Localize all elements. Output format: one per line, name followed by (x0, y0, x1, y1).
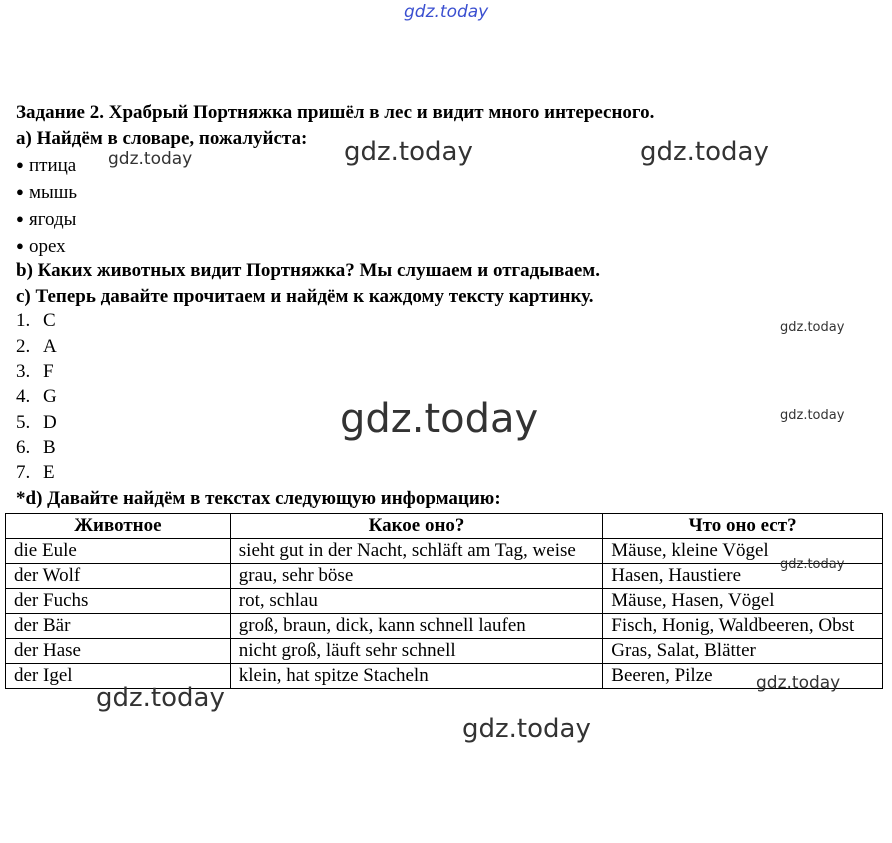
watermark: gdz.today (780, 557, 845, 572)
answer-item (16, 337, 57, 357)
watermark: gdz.today (108, 149, 193, 169)
watermark: gdz.today (756, 673, 841, 693)
answer-item (16, 463, 55, 483)
answer-item (16, 413, 57, 433)
watermark: gdz.today (96, 683, 225, 713)
list-item (16, 236, 66, 257)
table-row (6, 539, 883, 564)
answer-item (16, 438, 56, 458)
list-item-text: ягоды (29, 209, 77, 230)
answer-letter: E (43, 462, 55, 483)
cell-description: rot, schlau (230, 589, 603, 614)
cell-description: grau, sehr böse (230, 564, 603, 589)
cell-description: klein, hat spitze Stacheln (230, 664, 603, 689)
answer-item (16, 387, 57, 407)
table-row (6, 639, 883, 664)
answer-number: 3. (16, 361, 31, 382)
part-d-heading: *d) Давайте найдём в текстах следующую информацию: (16, 488, 501, 509)
answer-letter: G (43, 386, 57, 407)
table-header-row (6, 514, 883, 539)
answer-letter: B (43, 437, 56, 458)
list-item (16, 182, 77, 203)
list-item-text: мышь (29, 182, 78, 203)
cell-description: nicht groß, läuft sehr schnell (230, 639, 603, 664)
watermark: gdz.today (340, 396, 539, 442)
answer-number: 1. (16, 310, 31, 331)
answer-letter: A (43, 336, 57, 357)
cell-food: Mäuse, kleine Vögel (603, 539, 883, 564)
table-row (6, 564, 883, 589)
watermark: gdz.today (780, 320, 845, 335)
answer-number: 2. (16, 336, 31, 357)
cell-animal: die Eule (6, 539, 231, 564)
bullet-icon: ● (16, 238, 24, 253)
answer-number: 7. (16, 462, 31, 483)
column-header-food: Что оно ест? (603, 514, 883, 539)
list-item-text: птица (29, 155, 77, 176)
table-row (6, 614, 883, 639)
watermark: gdz.today (462, 714, 591, 744)
cell-food: Fisch, Honig, Waldbeeren, Obst (603, 614, 883, 639)
list-item (16, 209, 76, 230)
part-c-heading: c) Теперь давайте прочитаем и найдём к каждому тексту картинку. (16, 286, 594, 307)
cell-animal: der Bär (6, 614, 231, 639)
cell-description: sieht gut in der Nacht, schläft am Tag, weise (230, 539, 603, 564)
cell-animal: der Hase (6, 639, 231, 664)
answer-number: 5. (16, 412, 31, 433)
watermark-top: gdz.today (404, 2, 489, 22)
cell-animal: der Wolf (6, 564, 231, 589)
part-a-heading: a) Найдём в словаре, пожалуйста: (16, 128, 308, 149)
cell-food: Mäuse, Hasen, Vögel (603, 589, 883, 614)
bullet-icon: ● (16, 211, 24, 226)
watermark: gdz.today (780, 408, 845, 423)
bullet-icon: ● (16, 157, 24, 172)
part-b-heading: b) Каких животных видит Портняжка? Мы слушаем и отгадываем. (16, 260, 600, 281)
cell-food: Beeren, Pilze (603, 664, 883, 689)
answer-letter: D (43, 412, 57, 433)
column-header-animal: Животное (6, 514, 231, 539)
cell-food: Hasen, Haustiere (603, 564, 883, 589)
column-header-description: Какое оно? (230, 514, 603, 539)
list-item (16, 155, 76, 176)
answer-item (16, 311, 56, 331)
answer-letter: C (43, 310, 56, 331)
cell-food: Gras, Salat, Blätter (603, 639, 883, 664)
table-row (6, 589, 883, 614)
watermark: gdz.today (640, 137, 769, 167)
watermark: gdz.today (344, 137, 473, 167)
answer-item (16, 362, 54, 382)
bullet-icon: ● (16, 184, 24, 199)
list-item-text: орех (29, 236, 66, 257)
cell-animal: der Fuchs (6, 589, 231, 614)
task-title: Задание 2. Храбрый Портняжка пришёл в лес и видит много интересного. (16, 102, 655, 123)
answer-number: 4. (16, 386, 31, 407)
cell-animal: der Igel (6, 664, 231, 689)
answer-number: 6. (16, 437, 31, 458)
info-table (5, 513, 883, 689)
cell-description: groß, braun, dick, kann schnell laufen (230, 614, 603, 639)
answer-letter: F (43, 361, 54, 382)
